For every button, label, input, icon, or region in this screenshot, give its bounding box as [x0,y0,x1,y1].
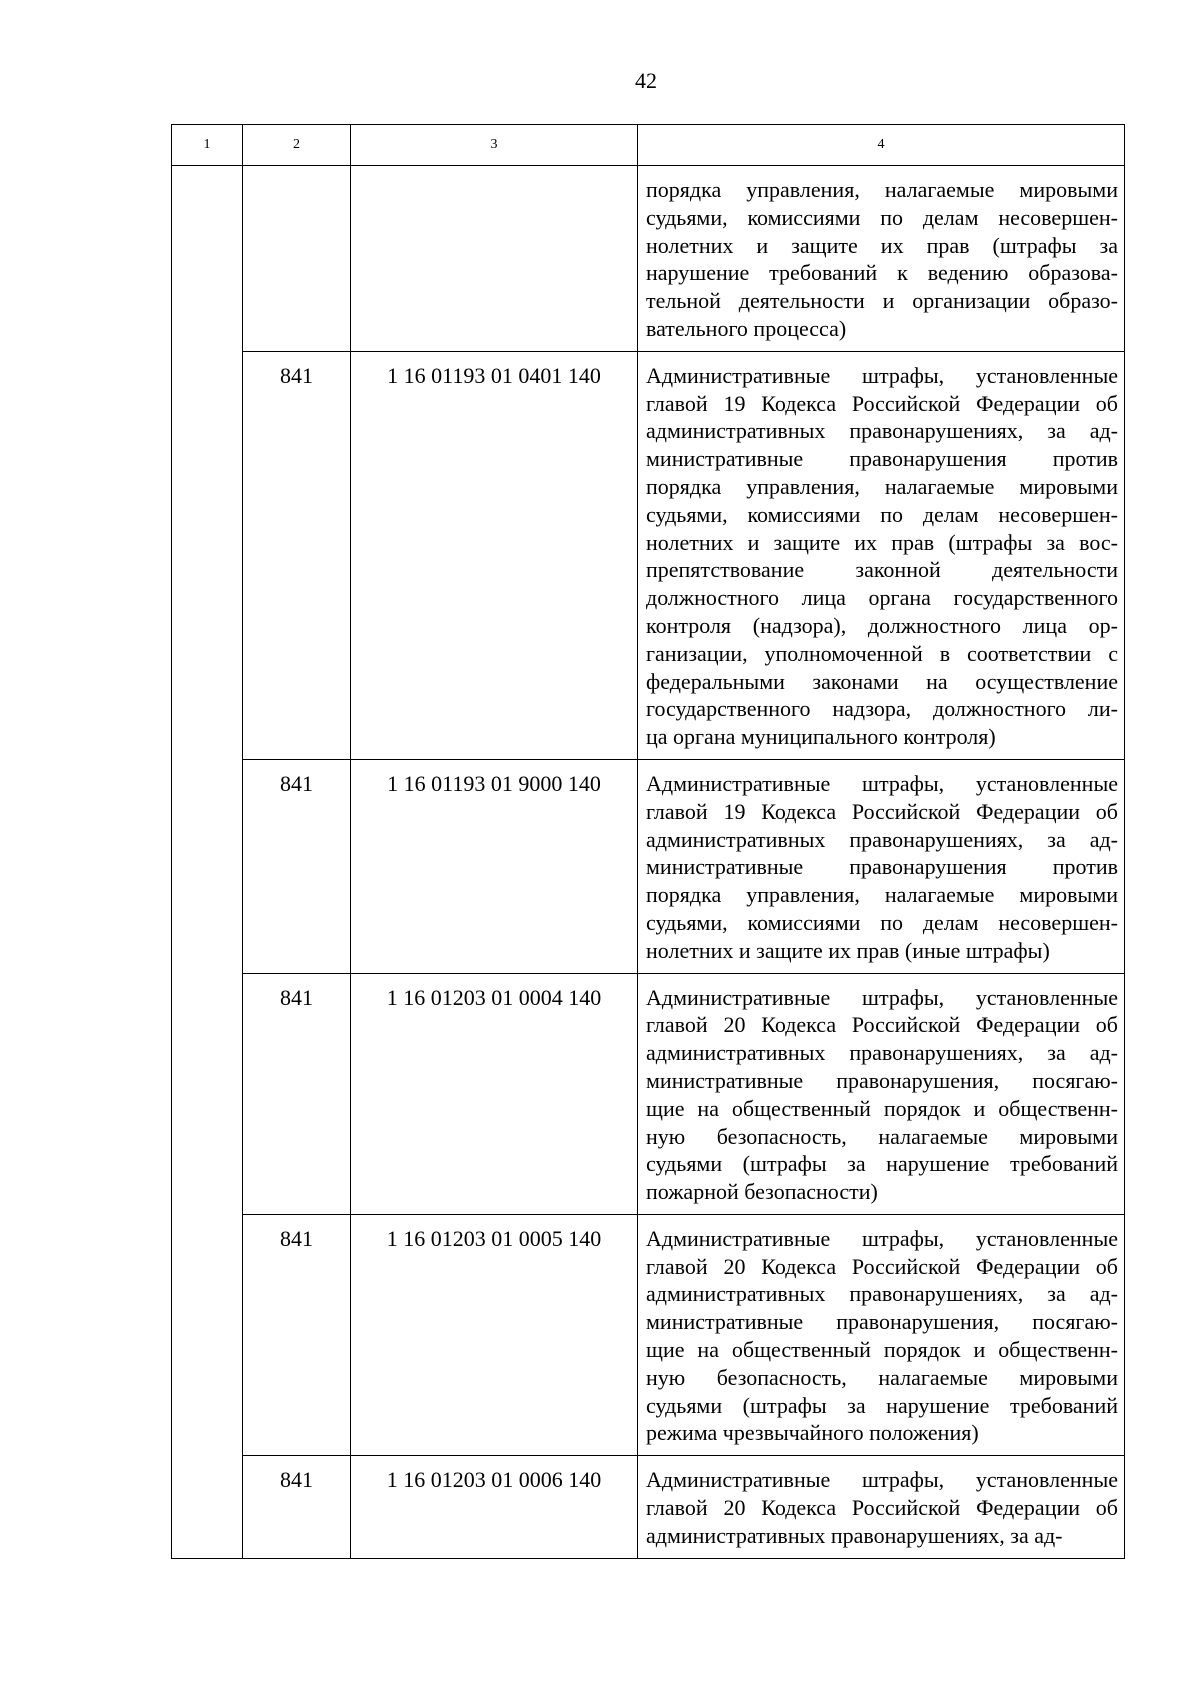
header-col-1: 1 [172,125,243,166]
description-line: ганизации, уполномоченной в соответствии с [646,640,1118,666]
admin-code-cell: 841 [243,759,351,973]
description-line: административных правонарушениях, за ад- [646,1040,1118,1066]
description-cell [638,973,1125,1214]
description-line: щие на общественный порядок и общественн- [646,1095,1118,1121]
description-line: Административные штрафы, установленные [646,1467,1118,1493]
header-col-4: 4 [638,125,1125,166]
header-col-2: 2 [243,125,351,166]
table-row [172,759,1125,973]
description-line: нолетних и защите их прав (штрафы за вос- [646,529,1118,555]
description-line: Административные штрафы, установленные [646,770,1118,796]
description-line: Административные штрафы, установленные [646,1225,1118,1251]
description-line: главой 20 Кодекса Российской Федерации об [646,1253,1118,1279]
description-cell [638,166,1125,352]
description-line: главой 20 Кодекса Российской Федерации об [646,1012,1118,1038]
description-line: административных правонарушениях, за ад- [646,418,1118,444]
header-col-3: 3 [351,125,638,166]
table-row [172,166,1125,352]
budget-code-cell: 1 16 01193 01 9000 140 [351,759,638,973]
description-cell [638,1214,1125,1455]
budget-code-cell [351,166,638,352]
description-line: нарушение требований к ведению образова- [646,260,1118,286]
admin-code-cell [243,166,351,352]
description-line: порядка управления, налагаемые мировыми [646,473,1118,499]
description-line: государственного надзора, должностного ли- [646,696,1118,722]
description-line: министративные правонарушения против [646,446,1118,472]
description-line: вательного процесса) [646,315,847,341]
description-line: министративные правонарушения, посягаю- [646,1067,1118,1093]
table-body [172,166,1125,1559]
description-line: препятствование законной деятельности [646,557,1118,583]
description-line: щие на общественный порядок и общественн- [646,1337,1118,1363]
description-line: порядка управления, налагаемые мировыми [646,882,1118,908]
description-line: тельной деятельности и организации образо- [646,288,1118,314]
description-line: административных правонарушениях, за ад- [646,1281,1118,1307]
budget-code-cell: 1 16 01203 01 0005 140 [351,1214,638,1455]
description-line: министративные правонарушения против [646,854,1118,880]
description-line: порядка управления, налагаемые мировыми [646,177,1118,202]
description-line: ную безопасность, налагаемые мировыми [646,1364,1118,1390]
description-line: нолетних и защите их прав (штрафы за [646,232,1118,258]
budget-code-cell: 1 16 01203 01 0006 140 [351,1456,638,1558]
description-line: Административные штрафы, установленные [646,362,1118,388]
budget-classification-table [171,124,1125,1559]
description-line: министративные правонарушения, посягаю- [646,1309,1118,1335]
description-line: пожарной безопасности) [646,1179,878,1205]
description-line: административных правонарушениях, за ад- [646,826,1118,852]
description-line: должностного лица органа государственного [646,585,1118,611]
col-1-cell [172,166,243,1559]
description-line: нолетних и защите их прав (иные штрафы) [646,937,1050,963]
admin-code-cell: 841 [243,973,351,1214]
description-line: судьями, комиссиями по делам несовершен- [646,204,1118,230]
description-line: главой 19 Кодекса Российской Федерации об [646,390,1118,416]
table-row [172,1214,1125,1455]
description-line: ца органа муниципального контроля) [646,724,996,750]
description-line: режима чрезвычайного положения) [646,1420,979,1446]
admin-code-cell: 841 [243,1456,351,1558]
description-line: судьями, комиссиями по делам несовершен- [646,909,1118,935]
admin-code-cell: 841 [243,1214,351,1455]
budget-code-cell: 1 16 01203 01 0004 140 [351,973,638,1214]
description-cell [638,1456,1125,1558]
description-line: судьями, комиссиями по делам несовершен- [646,501,1118,527]
description-line: главой 19 Кодекса Российской Федерации об [646,798,1118,824]
description-line: главой 20 Кодекса Российской Федерации об [646,1495,1118,1521]
admin-code-cell: 841 [243,351,351,759]
description-cell [638,351,1125,759]
page-number: 42 [635,68,657,93]
description-line: Административные штрафы, установленные [646,984,1118,1010]
table-row [172,973,1125,1214]
description-line: ную безопасность, налагаемые мировыми [646,1123,1118,1149]
table-row [172,351,1125,759]
description-line: контроля (надзора), должностного лица ор- [646,612,1118,638]
description-line: федеральными законами на осуществление [646,668,1118,694]
description-line: судьями (штрафы за нарушение требований [646,1392,1118,1418]
table-row [172,1456,1125,1558]
budget-code-cell: 1 16 01193 01 0401 140 [351,351,638,759]
description-line: административных правонарушениях, за ад- [646,1522,1063,1548]
header-row [172,125,1125,166]
description-cell [638,759,1125,973]
description-line: судьями (штрафы за нарушение требований [646,1151,1118,1177]
